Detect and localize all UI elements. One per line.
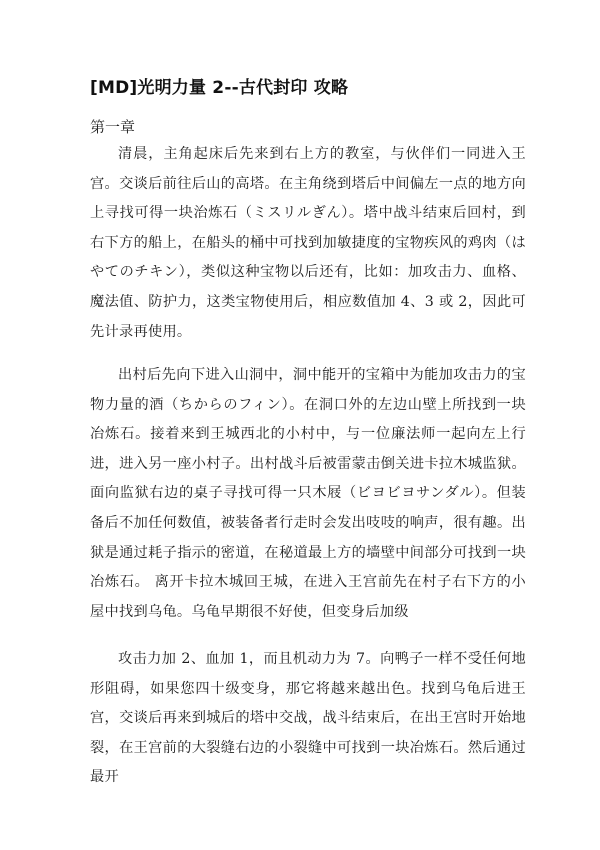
paragraph-2: 出村后先向下进入山洞中，洞中能开的宝箱中为能加攻击力的宝物力量的酒（ちからのフィン）。在洞口外的左边山壁上所找到一块冶炼石。接着来到王城西北的小村中，与一位廉法师一起向左上行进，进入另一座小村子。出村战斗后被雷蒙击倒关进卡拉木城监狱。面向监狱右边的桌子寻找可得一只木屐（ビヨビヨサンダル）。但装备后不加任何数值，被装备者行走时会发出吱吱的响声，很有趣。出狱是通过耗子指示的密道，在秘道最上方的墙壁中间部分可找到一块冶炼石。 离开卡拉木城回王城，在进入王宫前先在村子右下方的小屋中找到乌龟。乌龟早期很不好使，但变身后加级 <box>90 367 526 620</box>
document-title: [MD]光明力量 2--古代封印 攻略 <box>90 78 349 98</box>
chapter-heading: 第一章 <box>90 118 136 136</box>
paragraph-3: 攻击力加 2、血加 1，而且机动力为 7。向鸭子一样不受任何地形阻碍，如果您四十级变身，那它将越来越出色。找到乌龟后进王宫，交谈后再来到城后的塔中交战，战斗结束后，在出王宫时开始地裂，在王宫前的大裂缝右边的小裂缝中可找到一块冶炼石。然后通过最开 <box>90 651 526 786</box>
paragraph-1: 清晨，主角起床后先来到右上方的教室，与伙伴们一同进入王宫。交谈后前往后山的高塔。在主角绕到塔后中间偏左一点的地方向上寻找可得一块治炼石（ミスリルぎん）。塔中战斗结束后回村，到右下方的船上，在船头的桶中可找到加敏捷度的宝物疾风的鸡肉（はやてのチキン），类似这种宝物以后还有，比如：加攻击力、血格、魔法值、防护力，这类宝物使用后，相应数值加 4、3 或 2，因此可先计录再使用。 <box>90 146 526 340</box>
